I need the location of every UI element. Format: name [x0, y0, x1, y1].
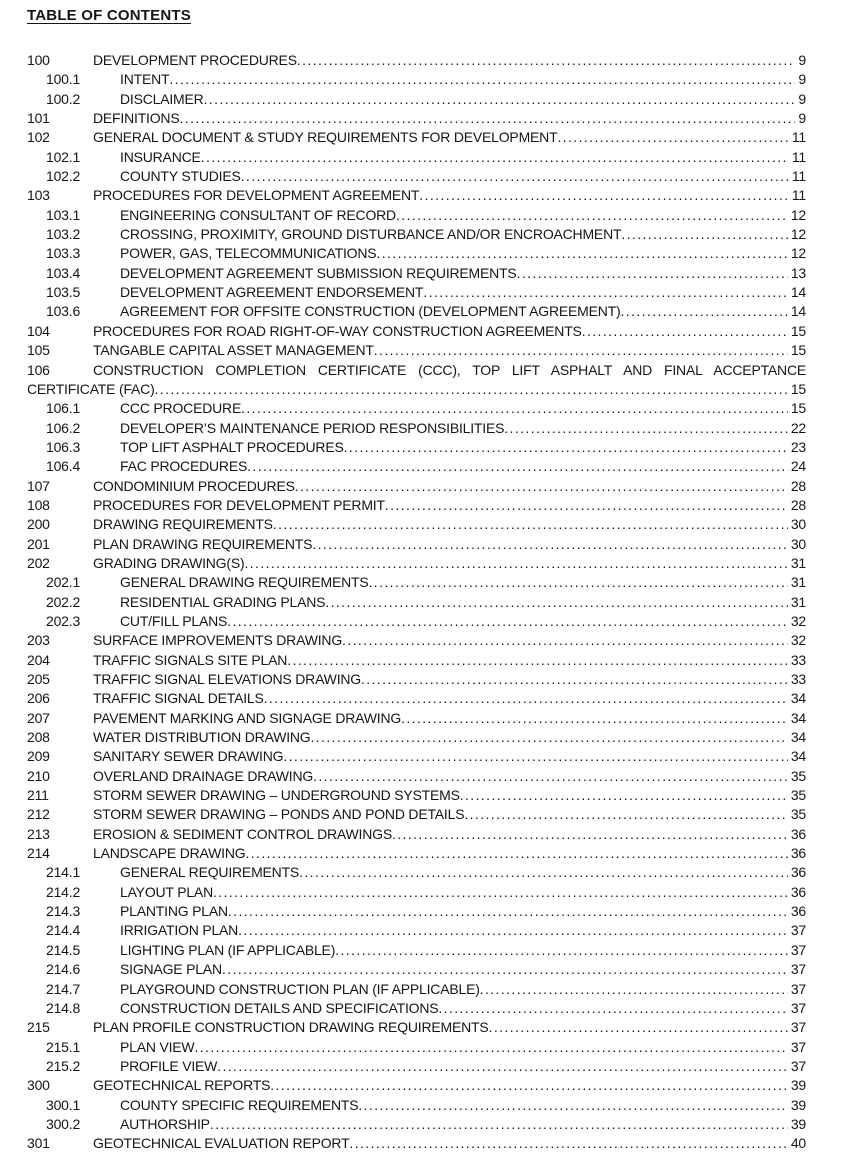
toc-entry-page: 30: [790, 516, 806, 533]
toc-entry[interactable]: [27, 149, 806, 168]
toc-entry[interactable]: [27, 903, 806, 922]
toc-entry-title: INSURANCE: [120, 148, 201, 165]
toc-entry-page: 34: [790, 748, 806, 765]
toc-entry-number: 202.2: [46, 593, 81, 610]
toc-entry-number: 107: [27, 477, 50, 494]
toc-entry-number: 300.2: [46, 1115, 81, 1132]
toc-entry[interactable]: [27, 1000, 806, 1019]
toc-entry-title: RESIDENTIAL GRADING PLANS: [120, 593, 326, 610]
toc-entry[interactable]: [27, 110, 806, 129]
toc-entry[interactable]: [27, 652, 806, 671]
toc-entry-title: CCC PROCEDURE: [120, 400, 242, 417]
toc-entry[interactable]: [27, 768, 806, 787]
toc-entry-title: COUNTY SPECIFIC REQUIREMENTS: [120, 1096, 359, 1113]
toc-entry-title: PROCEDURES FOR DEVELOPMENT AGREEMENT: [93, 187, 420, 204]
toc-entry-page: 12: [790, 245, 806, 262]
dot-leader: [213, 884, 788, 903]
toc-entry[interactable]: [27, 690, 806, 709]
dot-leader: [335, 942, 788, 961]
toc-entry-page: 36: [790, 903, 806, 920]
toc-entry-title-continuation: CERTIFICATE (FAC): [27, 380, 155, 397]
toc-entry-title: PLANTING PLAN: [120, 903, 228, 920]
toc-entry-title: IRRIGATION PLAN: [120, 922, 239, 939]
toc-entry-number: 214.5: [46, 941, 81, 958]
toc-entry-page: 11: [791, 129, 806, 146]
toc-entry-page: 13: [790, 264, 806, 281]
toc-entry-page: 23: [790, 438, 806, 455]
dot-leader: [270, 1077, 788, 1096]
toc-entry-title: STORM SEWER DRAWING – PONDS AND POND DETAILS: [93, 806, 465, 823]
toc-entry-page: 11: [791, 168, 806, 185]
toc-entry-title: TANGABLE CAPITAL ASSET MANAGEMENT: [93, 342, 374, 359]
dot-leader: [620, 303, 787, 322]
toc-entry-page: 32: [790, 612, 806, 629]
toc-entry-number: 300.1: [46, 1096, 81, 1113]
toc-entry-number: 214.1: [46, 864, 81, 881]
dot-leader: [169, 71, 795, 90]
toc-entry-number: 214.2: [46, 883, 81, 900]
toc-entry[interactable]: [27, 439, 806, 458]
dot-leader: [342, 632, 788, 651]
dot-leader: [312, 536, 788, 555]
toc-entry-page: 40: [790, 1135, 806, 1152]
toc-entry-title: CONDOMINIUM PROCEDURES: [93, 477, 295, 494]
toc-entry-page: 14: [790, 303, 806, 320]
toc-entry-number: 215.2: [46, 1057, 81, 1074]
toc-entry[interactable]: [27, 1097, 806, 1116]
toc-entry[interactable]: [27, 323, 806, 342]
toc-entry-page: 11: [791, 148, 806, 165]
toc-entry-title: PLAN VIEW: [120, 1038, 195, 1055]
toc-entry[interactable]: [27, 555, 806, 574]
toc-entry[interactable]: [27, 420, 806, 439]
toc-entry-number: 214: [27, 845, 50, 862]
toc-entry-page: 28: [790, 496, 806, 513]
dot-leader: [201, 149, 789, 168]
toc-entry-page: 9: [798, 71, 806, 88]
toc-entry-title: CUT/FILL PLANS: [120, 612, 228, 629]
toc-entry-page: 30: [790, 535, 806, 552]
dot-leader: [504, 420, 788, 439]
dot-leader: [299, 864, 788, 883]
toc-entry-number: 215.1: [46, 1038, 81, 1055]
toc-entry-number: 201: [27, 535, 50, 552]
toc-entry[interactable]: [27, 1116, 806, 1135]
toc-entry-title: COUNTY STUDIES: [120, 168, 241, 185]
page-title: TABLE OF CONTENTS: [27, 7, 191, 24]
toc-entry-title: OVERLAND DRAINAGE DRAWING: [93, 767, 314, 784]
dot-leader: [392, 826, 788, 845]
dot-leader: [582, 323, 788, 342]
toc-entry-page: 32: [790, 632, 806, 649]
toc-entry-page: 15: [790, 342, 806, 359]
dot-leader: [480, 981, 788, 1000]
toc-entry-number: 102.1: [46, 148, 81, 165]
toc-entry-number: 206: [27, 690, 50, 707]
toc-entry[interactable]: [27, 129, 806, 148]
toc-entry-page: 35: [790, 767, 806, 784]
toc-entry[interactable]: [27, 187, 806, 206]
toc-entry-page: 33: [790, 651, 806, 668]
toc-entry-page: 12: [790, 226, 806, 243]
toc-entry-title: PLAN PROFILE CONSTRUCTION DRAWING REQUIREMENTS: [93, 1019, 489, 1036]
toc-entry-number: 211: [27, 787, 49, 804]
toc-entry[interactable]: [27, 710, 806, 729]
dot-leader: [325, 594, 788, 613]
toc-entry-page: 36: [790, 825, 806, 842]
toc-entry-number: 203: [27, 632, 50, 649]
toc-entry-page: 34: [790, 690, 806, 707]
toc-entry-number: 214.4: [46, 922, 81, 939]
toc-entry-number: 214.6: [46, 961, 81, 978]
toc-entry-number: 106.3: [46, 438, 81, 455]
toc-entry[interactable]: [27, 1039, 806, 1058]
toc-entry-page: 39: [790, 1077, 806, 1094]
dot-leader: [247, 458, 788, 477]
dot-leader: [241, 168, 789, 187]
dot-leader: [358, 1097, 787, 1116]
toc-entry-title: TRAFFIC SIGNALS SITE PLAN: [93, 651, 288, 668]
toc-entry[interactable]: [27, 845, 806, 864]
toc-entry-title: SURFACE IMPROVEMENTS DRAWING: [93, 632, 343, 649]
dot-leader: [244, 555, 787, 574]
toc-entry-number: 106.1: [46, 400, 81, 417]
toc-entry-title: PAVEMENT MARKING AND SIGNAGE DRAWING: [93, 709, 402, 726]
toc-entry[interactable]: [27, 52, 806, 71]
toc-entry-number: 213: [27, 825, 50, 842]
toc-entry-page: 37: [790, 1057, 806, 1074]
toc-entry-title: POWER, GAS, TELECOMMUNICATIONS: [120, 245, 377, 262]
toc-entry[interactable]: [27, 226, 806, 245]
dot-leader: [273, 516, 788, 535]
toc-entry-page: 37: [790, 1019, 806, 1036]
toc-entry[interactable]: [27, 536, 806, 555]
toc-entry-number: 214.7: [46, 980, 81, 997]
toc-entry-title: CROSSING, PROXIMITY, GROUND DISTURBANCE AND/OR ENCROACHMENT: [120, 226, 622, 243]
toc-entry[interactable]: [27, 245, 806, 264]
toc-entry-title: TRAFFIC SIGNAL ELEVATIONS DRAWING: [93, 671, 361, 687]
dot-leader: [419, 187, 789, 206]
toc-entry-number: 103.1: [46, 206, 81, 223]
toc-entry-title: GEOTECHNICAL EVALUATION REPORT: [93, 1135, 350, 1152]
toc-entry-number: 210: [27, 767, 50, 784]
toc-entry[interactable]: [27, 884, 806, 903]
toc-entry-page: 35: [790, 787, 806, 804]
dot-leader: [344, 439, 788, 458]
toc-entry-number: 301: [27, 1135, 50, 1152]
toc-entry-title: LAYOUT PLAN: [120, 883, 213, 900]
toc-entry-page: 9: [798, 90, 806, 107]
toc-entry-title: LANDSCAPE DRAWING: [93, 845, 246, 862]
toc-entry-number: 100.1: [46, 71, 81, 88]
toc-entry-page: 34: [790, 709, 806, 726]
toc-entry-page: 39: [790, 1096, 806, 1113]
toc-entry[interactable]: [27, 574, 806, 593]
toc-entry-number: 105: [27, 342, 50, 359]
toc-entry-page: 37: [790, 941, 806, 958]
toc-entry-number: 207: [27, 709, 50, 726]
toc-entry[interactable]: [27, 1135, 806, 1154]
toc-entry-title: DEVELOPMENT AGREEMENT ENDORSEMENT: [120, 284, 424, 301]
toc-entry-title: CONSTRUCTION COMPLETION CERTIFICATE (CCC), TOP LIFT ASPHALT AND FINAL ACCEPTANCE: [93, 361, 806, 378]
toc-entry-page: 33: [790, 671, 806, 687]
toc-entry[interactable]: [27, 748, 806, 767]
toc-entry-title: TOP LIFT ASPHALT PROCEDURES: [120, 438, 344, 455]
toc-entry-page: 9: [798, 52, 806, 68]
toc-entry-number: 103.6: [46, 303, 81, 320]
toc-entry-title: DEVELOPMENT AGREEMENT SUBMISSION REQUIREMENTS: [120, 264, 517, 281]
dot-leader: [155, 381, 788, 400]
toc-entry[interactable]: [27, 342, 806, 361]
toc-entry-number: 300: [27, 1077, 50, 1094]
toc-entry-page: 22: [790, 419, 806, 436]
toc-entry-number: 103.2: [46, 226, 81, 243]
toc-entry-title: DEFINITIONS: [93, 110, 180, 127]
dot-leader: [385, 497, 788, 516]
toc-entry-number: 202.3: [46, 612, 81, 629]
toc-entry-number: 101: [27, 110, 50, 127]
toc-entry-title: PLAYGROUND CONSTRUCTION PLAN (IF APPLICABLE): [120, 980, 480, 997]
dot-leader: [283, 748, 787, 767]
dot-leader: [517, 265, 788, 284]
toc-entry[interactable]: [27, 961, 806, 980]
toc-entry-page: 11: [791, 187, 806, 204]
toc-entry-title: GENERAL REQUIREMENTS: [120, 864, 300, 881]
toc-entry-page: 15: [790, 400, 806, 417]
toc-entry-page: 15: [790, 322, 806, 339]
toc-entry-page: 37: [790, 999, 806, 1016]
toc-entry-number: 103: [27, 187, 50, 204]
dot-leader: [227, 613, 788, 632]
toc-entry-page: 37: [790, 922, 806, 939]
toc-entry-number: 214.3: [46, 903, 81, 920]
toc-entry-number: 100: [27, 52, 50, 68]
toc-entry[interactable]: [27, 613, 806, 632]
dot-leader: [313, 768, 788, 787]
toc-entry-title: GENERAL DRAWING REQUIREMENTS: [120, 574, 369, 591]
toc-entry-title: AUTHORSHIP: [120, 1115, 210, 1132]
toc-entry-number: 102.2: [46, 168, 81, 185]
toc-entry-page: 37: [790, 980, 806, 997]
toc-entry-number: 103.4: [46, 264, 81, 281]
toc-entry-page: 9: [798, 110, 806, 127]
toc-entry[interactable]: [27, 826, 806, 845]
toc-entry-page: 31: [790, 593, 806, 610]
toc-entry-title: AGREEMENT FOR OFFSITE CONSTRUCTION (DEVELOPMENT AGREEMENT): [120, 303, 621, 320]
toc-entry-title: SANITARY SEWER DRAWING: [93, 748, 284, 765]
dot-leader: [210, 1116, 788, 1135]
toc-entry-page: 35: [790, 806, 806, 823]
toc-entry-title: INTENT: [120, 71, 170, 88]
toc-entry-page: 36: [790, 883, 806, 900]
dot-leader: [287, 652, 788, 671]
toc-entry-title: SIGNAGE PLAN: [120, 961, 222, 978]
toc-entry-page: 37: [790, 1038, 806, 1055]
toc-entry-title: DISCLAIMER: [120, 90, 204, 107]
toc-entry[interactable]: [27, 497, 806, 516]
toc-entry-page: 14: [790, 284, 806, 301]
toc-entry-page: 31: [790, 574, 806, 591]
toc-entry-number: 212: [27, 806, 50, 823]
dot-leader: [245, 845, 787, 864]
toc-entry-page: 37: [790, 961, 806, 978]
dot-leader: [194, 1039, 787, 1058]
toc-entry[interactable]: [27, 516, 806, 535]
dot-leader: [557, 129, 788, 148]
toc-entry[interactable]: [27, 168, 806, 187]
toc-entry-number: 200: [27, 516, 50, 533]
dot-leader: [217, 1058, 788, 1077]
dot-leader: [295, 478, 788, 497]
toc-entry-number: 106.4: [46, 458, 81, 475]
toc-entry[interactable]: [27, 806, 806, 825]
toc-entry-number: 202.1: [46, 574, 81, 591]
toc-entry[interactable]: [27, 729, 806, 748]
dot-leader: [396, 207, 788, 226]
dot-leader: [297, 52, 796, 71]
toc-entry[interactable]: [27, 594, 806, 613]
toc-entry[interactable]: [27, 1019, 806, 1038]
toc-entry-title: PROFILE VIEW: [120, 1057, 218, 1074]
toc-entry[interactable]: [27, 303, 806, 322]
toc-entry[interactable]: [27, 284, 806, 303]
toc-entry-title: DRAWING REQUIREMENTS: [93, 516, 273, 533]
toc-entry-title: TRAFFIC SIGNAL DETAILS: [93, 690, 264, 707]
toc-entry-title: PLAN DRAWING REQUIREMENTS: [93, 535, 313, 552]
toc-entry-number: 208: [27, 729, 50, 746]
dot-leader: [311, 729, 788, 748]
toc-entry-title: ENGINEERING CONSULTANT OF RECORD: [120, 206, 396, 223]
toc-entry[interactable]: [27, 478, 806, 497]
toc-entry-page: 12: [790, 206, 806, 223]
toc-entry-page: 34: [790, 729, 806, 746]
toc-entry-number: 209: [27, 748, 50, 765]
toc-entry-page: 36: [790, 845, 806, 862]
dot-leader: [369, 574, 788, 593]
toc-entry[interactable]: [27, 458, 806, 477]
dot-leader: [401, 710, 788, 729]
dot-leader: [460, 787, 788, 806]
toc-entry-title: EROSION & SEDIMENT CONTROL DRAWINGS: [93, 825, 392, 842]
toc-entry-number: 204: [27, 651, 50, 668]
toc-entry-page: 24: [790, 458, 806, 475]
toc-entry[interactable]: [27, 362, 806, 381]
toc-entry-number: 214.8: [46, 999, 81, 1016]
toc-entry-number: 100.2: [46, 90, 81, 107]
dot-leader: [464, 806, 787, 825]
toc-entry[interactable]: [27, 632, 806, 651]
toc-entry-number: 103.3: [46, 245, 81, 262]
toc-entry-title: PROCEDURES FOR ROAD RIGHT-OF-WAY CONSTRUCTION AGREEMENTS: [93, 322, 582, 339]
dot-leader: [361, 671, 788, 690]
toc-entry-page: 15: [790, 380, 806, 397]
toc-entry[interactable]: [27, 787, 806, 806]
dot-leader: [241, 400, 788, 419]
toc-entry[interactable]: [27, 981, 806, 1000]
toc-entry-page: 39: [790, 1115, 806, 1132]
toc-entry[interactable]: [27, 400, 806, 419]
toc-entry[interactable]: [27, 671, 806, 690]
toc-entry-number: 103.5: [46, 284, 81, 301]
toc-entry[interactable]: [27, 922, 806, 941]
dot-leader: [374, 342, 788, 361]
dot-leader: [264, 690, 788, 709]
toc-entry[interactable]: [27, 1058, 806, 1077]
toc-entry-title: STORM SEWER DRAWING – UNDERGROUND SYSTEMS: [93, 787, 460, 804]
toc-entry[interactable]: [27, 942, 806, 961]
dot-leader: [179, 110, 795, 129]
toc-entry-title: GENERAL DOCUMENT & STUDY REQUIREMENTS FOR DEVELOPMENT: [93, 129, 558, 146]
toc-entry-title: DEVELOPER’S MAINTENANCE PERIOD RESPONSIBILITIES: [120, 419, 505, 436]
toc-entry-title: GRADING DRAWING(S): [93, 554, 245, 571]
toc-entry-number: 215: [27, 1019, 50, 1036]
toc-entry-title: FAC PROCEDURES: [120, 458, 248, 475]
toc-entry-title: WATER DISTRIBUTION DRAWING: [93, 729, 311, 746]
dot-leader: [438, 1000, 787, 1019]
dot-leader: [621, 226, 787, 245]
toc-entry-number: 202: [27, 554, 50, 571]
toc-entry-page: 31: [790, 554, 806, 571]
toc-entry-number: 104: [27, 322, 50, 339]
toc-entry-number: 108: [27, 496, 50, 513]
toc-entry-number: 102: [27, 129, 50, 146]
toc-entry-number: 106: [27, 361, 50, 378]
dot-leader: [489, 1019, 788, 1038]
dot-leader: [423, 284, 788, 303]
dot-leader: [376, 245, 787, 264]
toc-entry-title: CONSTRUCTION DETAILS AND SPECIFICATIONS: [120, 999, 439, 1016]
dot-leader: [349, 1135, 787, 1154]
toc-entry-number: 205: [27, 671, 50, 687]
toc-entry-title: GEOTECHNICAL REPORTS: [93, 1077, 271, 1094]
toc-entry[interactable]: [27, 864, 806, 883]
toc-entry-title: DEVELOPMENT PROCEDURES: [93, 52, 297, 68]
toc-entry-title: LIGHTING PLAN (IF APPLICABLE): [120, 941, 336, 958]
dot-leader: [228, 903, 788, 922]
toc-entry-number: 106.2: [46, 419, 81, 436]
toc-entry-page: 36: [790, 864, 806, 881]
toc-entry[interactable]: [27, 91, 806, 110]
toc-list: [27, 52, 806, 1155]
toc-entry[interactable]: [27, 381, 806, 400]
toc-entry[interactable]: [27, 1077, 806, 1096]
dot-leader: [222, 961, 788, 980]
dot-leader: [238, 922, 788, 941]
toc-entry[interactable]: [27, 265, 806, 284]
toc-entry-title: PROCEDURES FOR DEVELOPMENT PERMIT: [93, 496, 385, 513]
dot-leader: [204, 91, 796, 110]
toc-entry[interactable]: [27, 71, 806, 90]
toc-entry[interactable]: [27, 207, 806, 226]
toc-entry-page: 28: [790, 477, 806, 494]
